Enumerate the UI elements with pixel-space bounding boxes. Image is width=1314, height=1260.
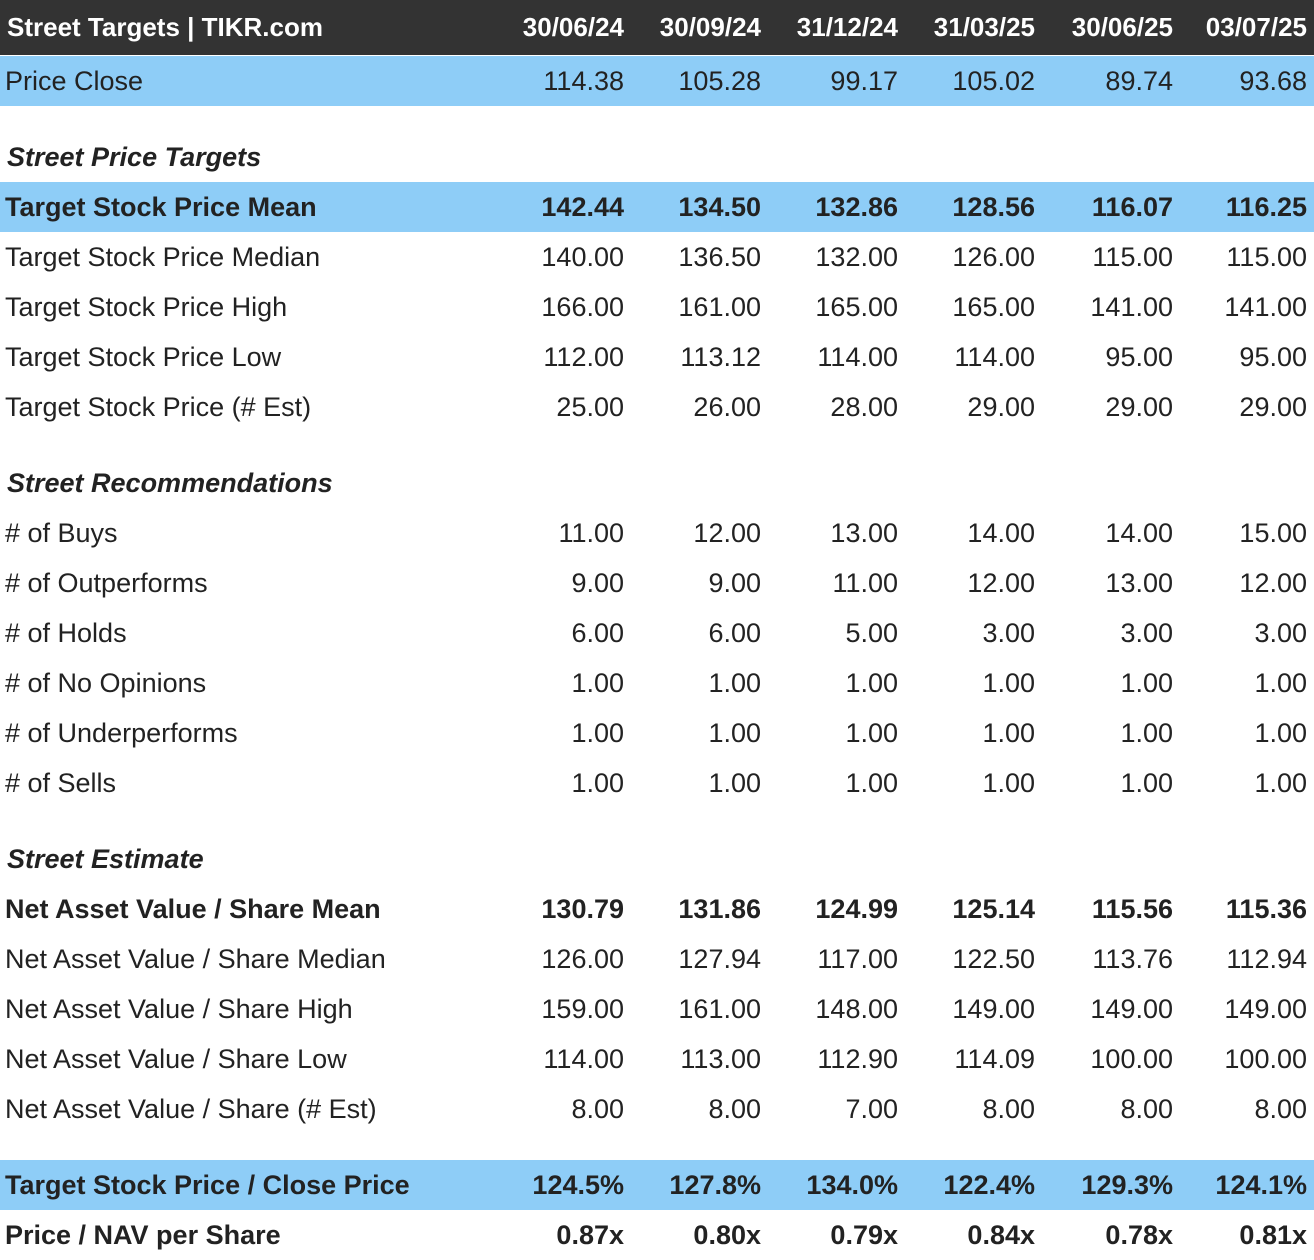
- value-cell: 1.00: [1254, 667, 1307, 698]
- value-cell: 0.78x: [1105, 1219, 1173, 1250]
- value-cell: 14.00: [967, 517, 1035, 548]
- value-cell: 112.00: [543, 341, 624, 372]
- value-cell: 11.00: [558, 517, 624, 548]
- section-heading-row: [0, 458, 1314, 508]
- value-cell: 149.00: [1224, 993, 1307, 1024]
- value-cell: 8.00: [1254, 1093, 1307, 1124]
- value-cell: 116.07: [1091, 191, 1173, 222]
- value-cell: 13.00: [830, 517, 898, 548]
- value-cell: 1.00: [1254, 717, 1307, 748]
- value-cell: 148.00: [815, 993, 898, 1024]
- value-cell: 3.00: [1120, 617, 1173, 648]
- value-cell: 113.00: [680, 1043, 761, 1074]
- value-cell: 0.84x: [967, 1219, 1035, 1250]
- row-label: # of Outperforms: [5, 567, 208, 598]
- value-cell: 129.3%: [1081, 1169, 1173, 1200]
- value-cell: 113.76: [1092, 943, 1173, 974]
- value-cell: 127.8%: [669, 1169, 761, 1200]
- row-label: Price Close: [5, 65, 144, 96]
- date-header: 31/03/25: [933, 12, 1035, 42]
- value-cell: 3.00: [1254, 617, 1307, 648]
- value-cell: 134.50: [678, 191, 761, 222]
- table-row: [0, 984, 1314, 1034]
- table-row: [0, 558, 1314, 608]
- value-cell: 6.00: [708, 617, 761, 648]
- row-label: Target Stock Price Low: [5, 341, 282, 372]
- value-cell: 117.00: [817, 943, 898, 974]
- value-cell: 15.00: [1239, 517, 1307, 548]
- value-cell: 1.00: [708, 767, 761, 798]
- value-cell: 115.00: [1226, 241, 1307, 272]
- section-heading-row: [0, 834, 1314, 884]
- table-row: [0, 1084, 1314, 1134]
- value-cell: 0.79x: [830, 1219, 898, 1250]
- table-row: [0, 382, 1314, 432]
- value-cell: 130.79: [541, 893, 624, 924]
- value-cell: 113.12: [680, 341, 761, 372]
- value-cell: 165.00: [952, 291, 1035, 322]
- row-label: Net Asset Value / Share (# Est): [5, 1093, 377, 1124]
- value-cell: 122.50: [952, 943, 1035, 974]
- value-cell: 149.00: [1090, 993, 1173, 1024]
- table-row: [0, 1160, 1314, 1210]
- row-label: Target Stock Price / Close Price: [5, 1169, 410, 1200]
- value-cell: 114.38: [543, 65, 624, 96]
- value-cell: 1.00: [1120, 667, 1173, 698]
- value-cell: 8.00: [982, 1093, 1035, 1124]
- table-row: [0, 182, 1314, 232]
- value-cell: 114.00: [817, 341, 898, 372]
- value-cell: 25.00: [556, 391, 624, 422]
- value-cell: 95.00: [1239, 341, 1307, 372]
- value-cell: 105.02: [952, 65, 1035, 96]
- row-label: # of Holds: [5, 617, 127, 648]
- value-cell: 0.80x: [693, 1219, 761, 1250]
- table-row: [0, 884, 1314, 934]
- value-cell: 127.94: [678, 943, 761, 974]
- value-cell: 0.87x: [556, 1219, 624, 1250]
- table-row: [0, 708, 1314, 758]
- value-cell: 12.00: [1239, 567, 1307, 598]
- value-cell: 161.00: [678, 291, 761, 322]
- value-cell: 1.00: [571, 717, 624, 748]
- value-cell: 12.00: [967, 567, 1035, 598]
- value-cell: 1.00: [982, 667, 1035, 698]
- value-cell: 29.00: [967, 391, 1035, 422]
- value-cell: 100.00: [1090, 1043, 1173, 1074]
- section-title: Street Estimate: [7, 843, 204, 874]
- value-cell: 7.00: [845, 1093, 898, 1124]
- value-cell: 1.00: [1254, 767, 1307, 798]
- value-cell: 112.90: [817, 1043, 898, 1074]
- date-header: 03/07/25: [1205, 12, 1307, 42]
- row-label: Target Stock Price Mean: [5, 191, 317, 222]
- value-cell: 116.25: [1225, 191, 1307, 222]
- row-label: Net Asset Value / Share High: [5, 993, 353, 1024]
- value-cell: 11.00: [832, 567, 898, 598]
- value-cell: 124.99: [815, 893, 898, 924]
- value-cell: 141.00: [1224, 291, 1307, 322]
- value-cell: 9.00: [571, 567, 624, 598]
- table-row: [0, 608, 1314, 658]
- value-cell: 124.5%: [532, 1169, 624, 1200]
- value-cell: 124.1%: [1215, 1169, 1307, 1200]
- header-row: [0, 0, 1314, 55]
- section-title: Street Recommendations: [7, 467, 333, 498]
- table-row: [0, 758, 1314, 808]
- value-cell: 140.00: [541, 241, 624, 272]
- value-cell: 8.00: [1120, 1093, 1173, 1124]
- value-cell: 125.14: [952, 893, 1035, 924]
- value-cell: 1.00: [571, 767, 624, 798]
- section-heading-row: [0, 132, 1314, 182]
- value-cell: 115.00: [1092, 241, 1173, 272]
- row-label: Net Asset Value / Share Low: [5, 1043, 347, 1074]
- value-cell: 115.36: [1225, 893, 1307, 924]
- value-cell: 114.00: [954, 341, 1035, 372]
- table-row: [0, 282, 1314, 332]
- value-cell: 105.28: [678, 65, 761, 96]
- value-cell: 131.86: [678, 893, 761, 924]
- value-cell: 8.00: [708, 1093, 761, 1124]
- value-cell: 100.00: [1224, 1043, 1307, 1074]
- value-cell: 1.00: [1120, 767, 1173, 798]
- row-label: Target Stock Price Median: [5, 241, 321, 272]
- table-row: [0, 232, 1314, 282]
- value-cell: 28.00: [830, 391, 898, 422]
- value-cell: 5.00: [845, 617, 898, 648]
- row-label: Net Asset Value / Share Median: [5, 943, 386, 974]
- price-close-row: [0, 56, 1314, 106]
- value-cell: 26.00: [693, 391, 761, 422]
- section-title: Street Price Targets: [7, 141, 262, 172]
- row-label: Target Stock Price (# Est): [5, 391, 312, 422]
- value-cell: 132.86: [815, 191, 898, 222]
- row-label: # of Underperforms: [5, 717, 238, 748]
- value-cell: 114.09: [954, 1043, 1035, 1074]
- value-cell: 165.00: [815, 291, 898, 322]
- value-cell: 141.00: [1090, 291, 1173, 322]
- value-cell: 13.00: [1105, 567, 1173, 598]
- table-row: [0, 332, 1314, 382]
- row-label: Target Stock Price High: [5, 291, 288, 322]
- value-cell: 114.00: [543, 1043, 624, 1074]
- row-label: Price / NAV per Share: [5, 1219, 281, 1250]
- date-header: 30/06/25: [1071, 12, 1173, 42]
- value-cell: 161.00: [678, 993, 761, 1024]
- row-label: # of No Opinions: [5, 667, 207, 698]
- date-header: 31/12/24: [796, 12, 898, 42]
- table-row: [0, 508, 1314, 558]
- value-cell: 132.00: [815, 241, 898, 272]
- date-header: 30/06/24: [522, 12, 624, 42]
- value-cell: 136.50: [678, 241, 761, 272]
- table-title: Street Targets | TIKR.com: [7, 12, 323, 42]
- value-cell: 126.00: [952, 241, 1035, 272]
- value-cell: 1.00: [845, 717, 898, 748]
- value-cell: 1.00: [845, 767, 898, 798]
- value-cell: 29.00: [1239, 391, 1307, 422]
- value-cell: 89.74: [1105, 65, 1173, 96]
- value-cell: 12.00: [693, 517, 761, 548]
- value-cell: 1.00: [708, 717, 761, 748]
- value-cell: 159.00: [541, 993, 624, 1024]
- value-cell: 99.17: [830, 65, 898, 96]
- value-cell: 29.00: [1105, 391, 1173, 422]
- value-cell: 149.00: [952, 993, 1035, 1024]
- value-cell: 95.00: [1105, 341, 1173, 372]
- value-cell: 134.0%: [806, 1169, 898, 1200]
- value-cell: 115.56: [1091, 893, 1173, 924]
- value-cell: 1.00: [845, 667, 898, 698]
- value-cell: 8.00: [571, 1093, 624, 1124]
- value-cell: 112.94: [1226, 943, 1307, 974]
- table-row: [0, 658, 1314, 708]
- table-row: [0, 934, 1314, 984]
- value-cell: 6.00: [571, 617, 624, 648]
- value-cell: 126.00: [541, 943, 624, 974]
- value-cell: 122.4%: [943, 1169, 1035, 1200]
- value-cell: 166.00: [541, 291, 624, 322]
- value-cell: 1.00: [1120, 717, 1173, 748]
- value-cell: 93.68: [1239, 65, 1307, 96]
- row-label: Net Asset Value / Share Mean: [5, 893, 381, 924]
- value-cell: 1.00: [708, 667, 761, 698]
- value-cell: 1.00: [982, 767, 1035, 798]
- value-cell: 142.44: [541, 191, 624, 222]
- value-cell: 0.81x: [1239, 1219, 1307, 1250]
- table-row: [0, 1034, 1314, 1084]
- value-cell: 9.00: [708, 567, 761, 598]
- date-header: 30/09/24: [659, 12, 761, 42]
- value-cell: 1.00: [982, 717, 1035, 748]
- row-label: # of Sells: [5, 767, 117, 798]
- table-row: [0, 1210, 1314, 1260]
- value-cell: 3.00: [982, 617, 1035, 648]
- value-cell: 128.56: [952, 191, 1035, 222]
- value-cell: 1.00: [571, 667, 624, 698]
- row-label: # of Buys: [5, 517, 118, 548]
- value-cell: 14.00: [1105, 517, 1173, 548]
